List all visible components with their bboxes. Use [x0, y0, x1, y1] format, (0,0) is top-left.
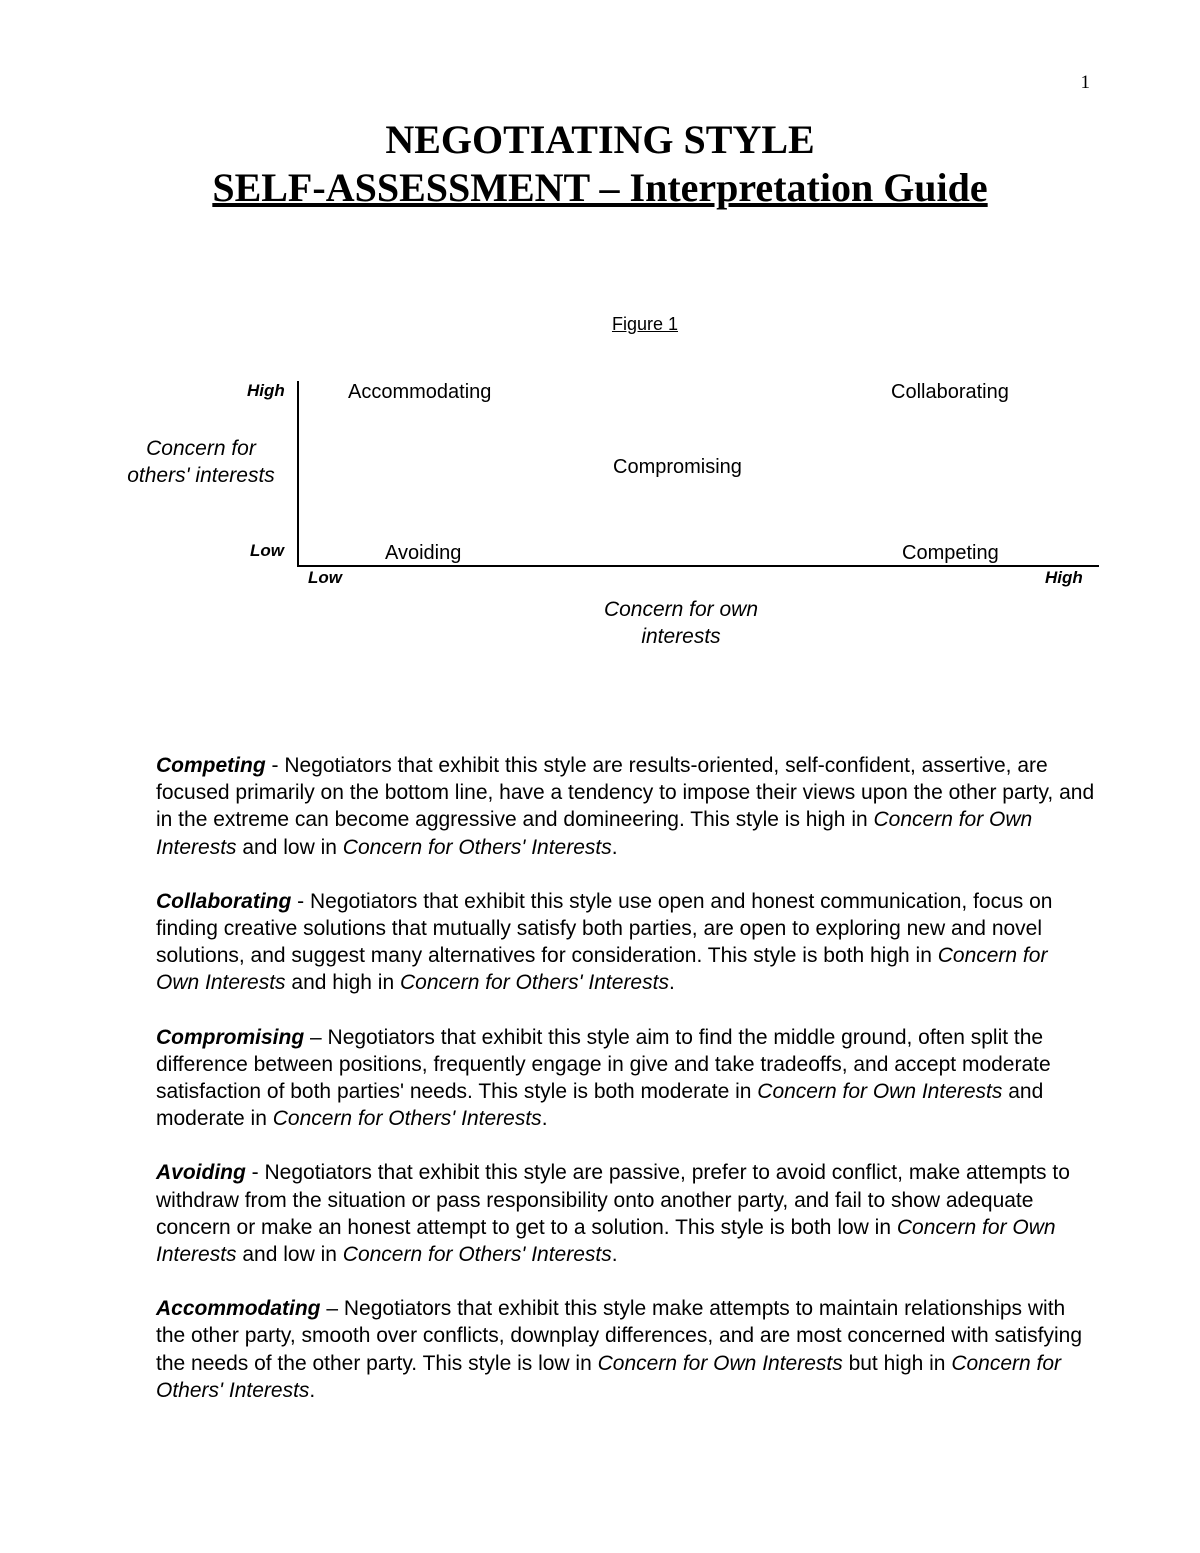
- definition-text: Negotiators that exhibit this style aim to find the middle ground, often split the difference between positions, frequently engage in give and take tradeoffs, and accept moderate satisfaction of both parties' needs. This style is both moderate in: [156, 1025, 1051, 1104]
- page-title: NEGOTIATING STYLE: [385, 117, 815, 162]
- x-axis-high-label: High: [1045, 568, 1083, 587]
- definition-connector: and high in: [285, 971, 400, 995]
- page-number: 1: [1080, 72, 1090, 93]
- definition-connector: and low in: [236, 835, 343, 859]
- definition-text: Negotiators that exhibit this style use open and honest communication, focus on finding creative solutions that mutually satisfy both parties, are open to exploring new and novel solutions, and suggest many alternatives for consideration. This style is both high in: [156, 889, 1053, 968]
- x-axis-title-line2: interests: [641, 625, 721, 648]
- definition-italic-others: Concern for Others' Interests: [342, 835, 612, 859]
- definition-separator: –: [320, 1297, 344, 1321]
- quadrant-competing: Competing: [902, 542, 999, 564]
- definition-term: Collaborating: [156, 889, 292, 913]
- definition-accommodating: [156, 1295, 1096, 1404]
- definition-end: .: [611, 835, 618, 859]
- definition-compromising: [156, 1024, 1096, 1133]
- x-axis-title-line1: Concern for own: [603, 598, 759, 621]
- definition-connector: and low in: [236, 1243, 343, 1267]
- definition-italic-others: Concern for Others' Interests: [156, 1351, 1062, 1402]
- definition-competing: [156, 752, 1096, 861]
- definition-text: Negotiators that exhibit this style make attempts to maintain relationships with the other party, smooth over conflicts, downplay differences, and are most concerned with satisfying the needs of the other party. This style is low in: [156, 1297, 1083, 1375]
- definition-italic-own: Concern for Own Interests: [156, 808, 1033, 859]
- quadrant-accommodating: Accommodating: [348, 381, 492, 403]
- definition-text: Negotiators that exhibit this style are passive, prefer to avoid conflict, make attempts to withdraw from the situation or pass responsibility onto another party, and fail to show adequate concern or make an honest attempt to get to a solution. This style is both low in: [156, 1161, 1070, 1239]
- definition-term: Compromising: [156, 1025, 305, 1049]
- definition-end: .: [309, 1378, 316, 1402]
- definition-end: .: [541, 1107, 548, 1131]
- y-axis-title: [110, 435, 292, 489]
- y-axis-title-line2: others' interests: [127, 464, 275, 487]
- y-axis-title-line1: Concern for: [146, 437, 256, 460]
- definition-term: Competing: [156, 754, 266, 777]
- y-axis-high-label: High: [247, 381, 285, 400]
- page-subtitle: SELF-ASSESSMENT – Interpretation Guide: [212, 165, 988, 210]
- definition-separator: -: [291, 889, 311, 913]
- figure-caption: Figure 1: [611, 314, 679, 334]
- quadrant-collaborating: Collaborating: [891, 381, 1009, 403]
- definition-connector: and moderate in: [156, 1080, 1044, 1131]
- x-axis-low-label: Low: [308, 568, 342, 587]
- definition-term: Avoiding: [156, 1161, 246, 1185]
- x-axis-title: [561, 596, 801, 650]
- definition-end: .: [611, 1243, 618, 1267]
- quadrant-compromising: Compromising: [613, 456, 742, 478]
- definition-separator: -: [245, 1161, 265, 1185]
- definition-italic-others: Concern for Others' Interests: [272, 1107, 542, 1131]
- quadrant-avoiding: Avoiding: [385, 542, 462, 564]
- definition-end: .: [668, 971, 675, 995]
- definition-italic-others: Concern for Others' Interests: [342, 1243, 612, 1267]
- definition-collaborating: [156, 888, 1096, 997]
- definition-separator: -: [265, 754, 285, 777]
- definition-italic-others: Concern for Others' Interests: [400, 971, 669, 995]
- definition-italic-own: Concern for Own Interests: [156, 944, 1048, 995]
- definition-text: Negotiators that exhibit this style are results-oriented, self-confident, assertive, are focused primarily on the bottom line, have a tendency to impose their views upon the other party, and in the extreme can become aggressive and domineering. This style is high in: [156, 754, 1095, 832]
- definition-avoiding: [156, 1159, 1096, 1268]
- definition-separator: –: [304, 1025, 328, 1049]
- definition-connector: but high in: [842, 1351, 952, 1375]
- y-axis-line: [297, 381, 299, 567]
- style-definitions: [156, 752, 1096, 1431]
- definition-italic-own: Concern for Own Interests: [757, 1080, 1003, 1104]
- y-axis-low-label: Low: [250, 541, 284, 560]
- definition-term: Accommodating: [156, 1297, 321, 1321]
- definition-italic-own: Concern for Own Interests: [156, 1215, 1056, 1267]
- definition-italic-own: Concern for Own Interests: [597, 1351, 843, 1375]
- x-axis-line: [297, 565, 1099, 567]
